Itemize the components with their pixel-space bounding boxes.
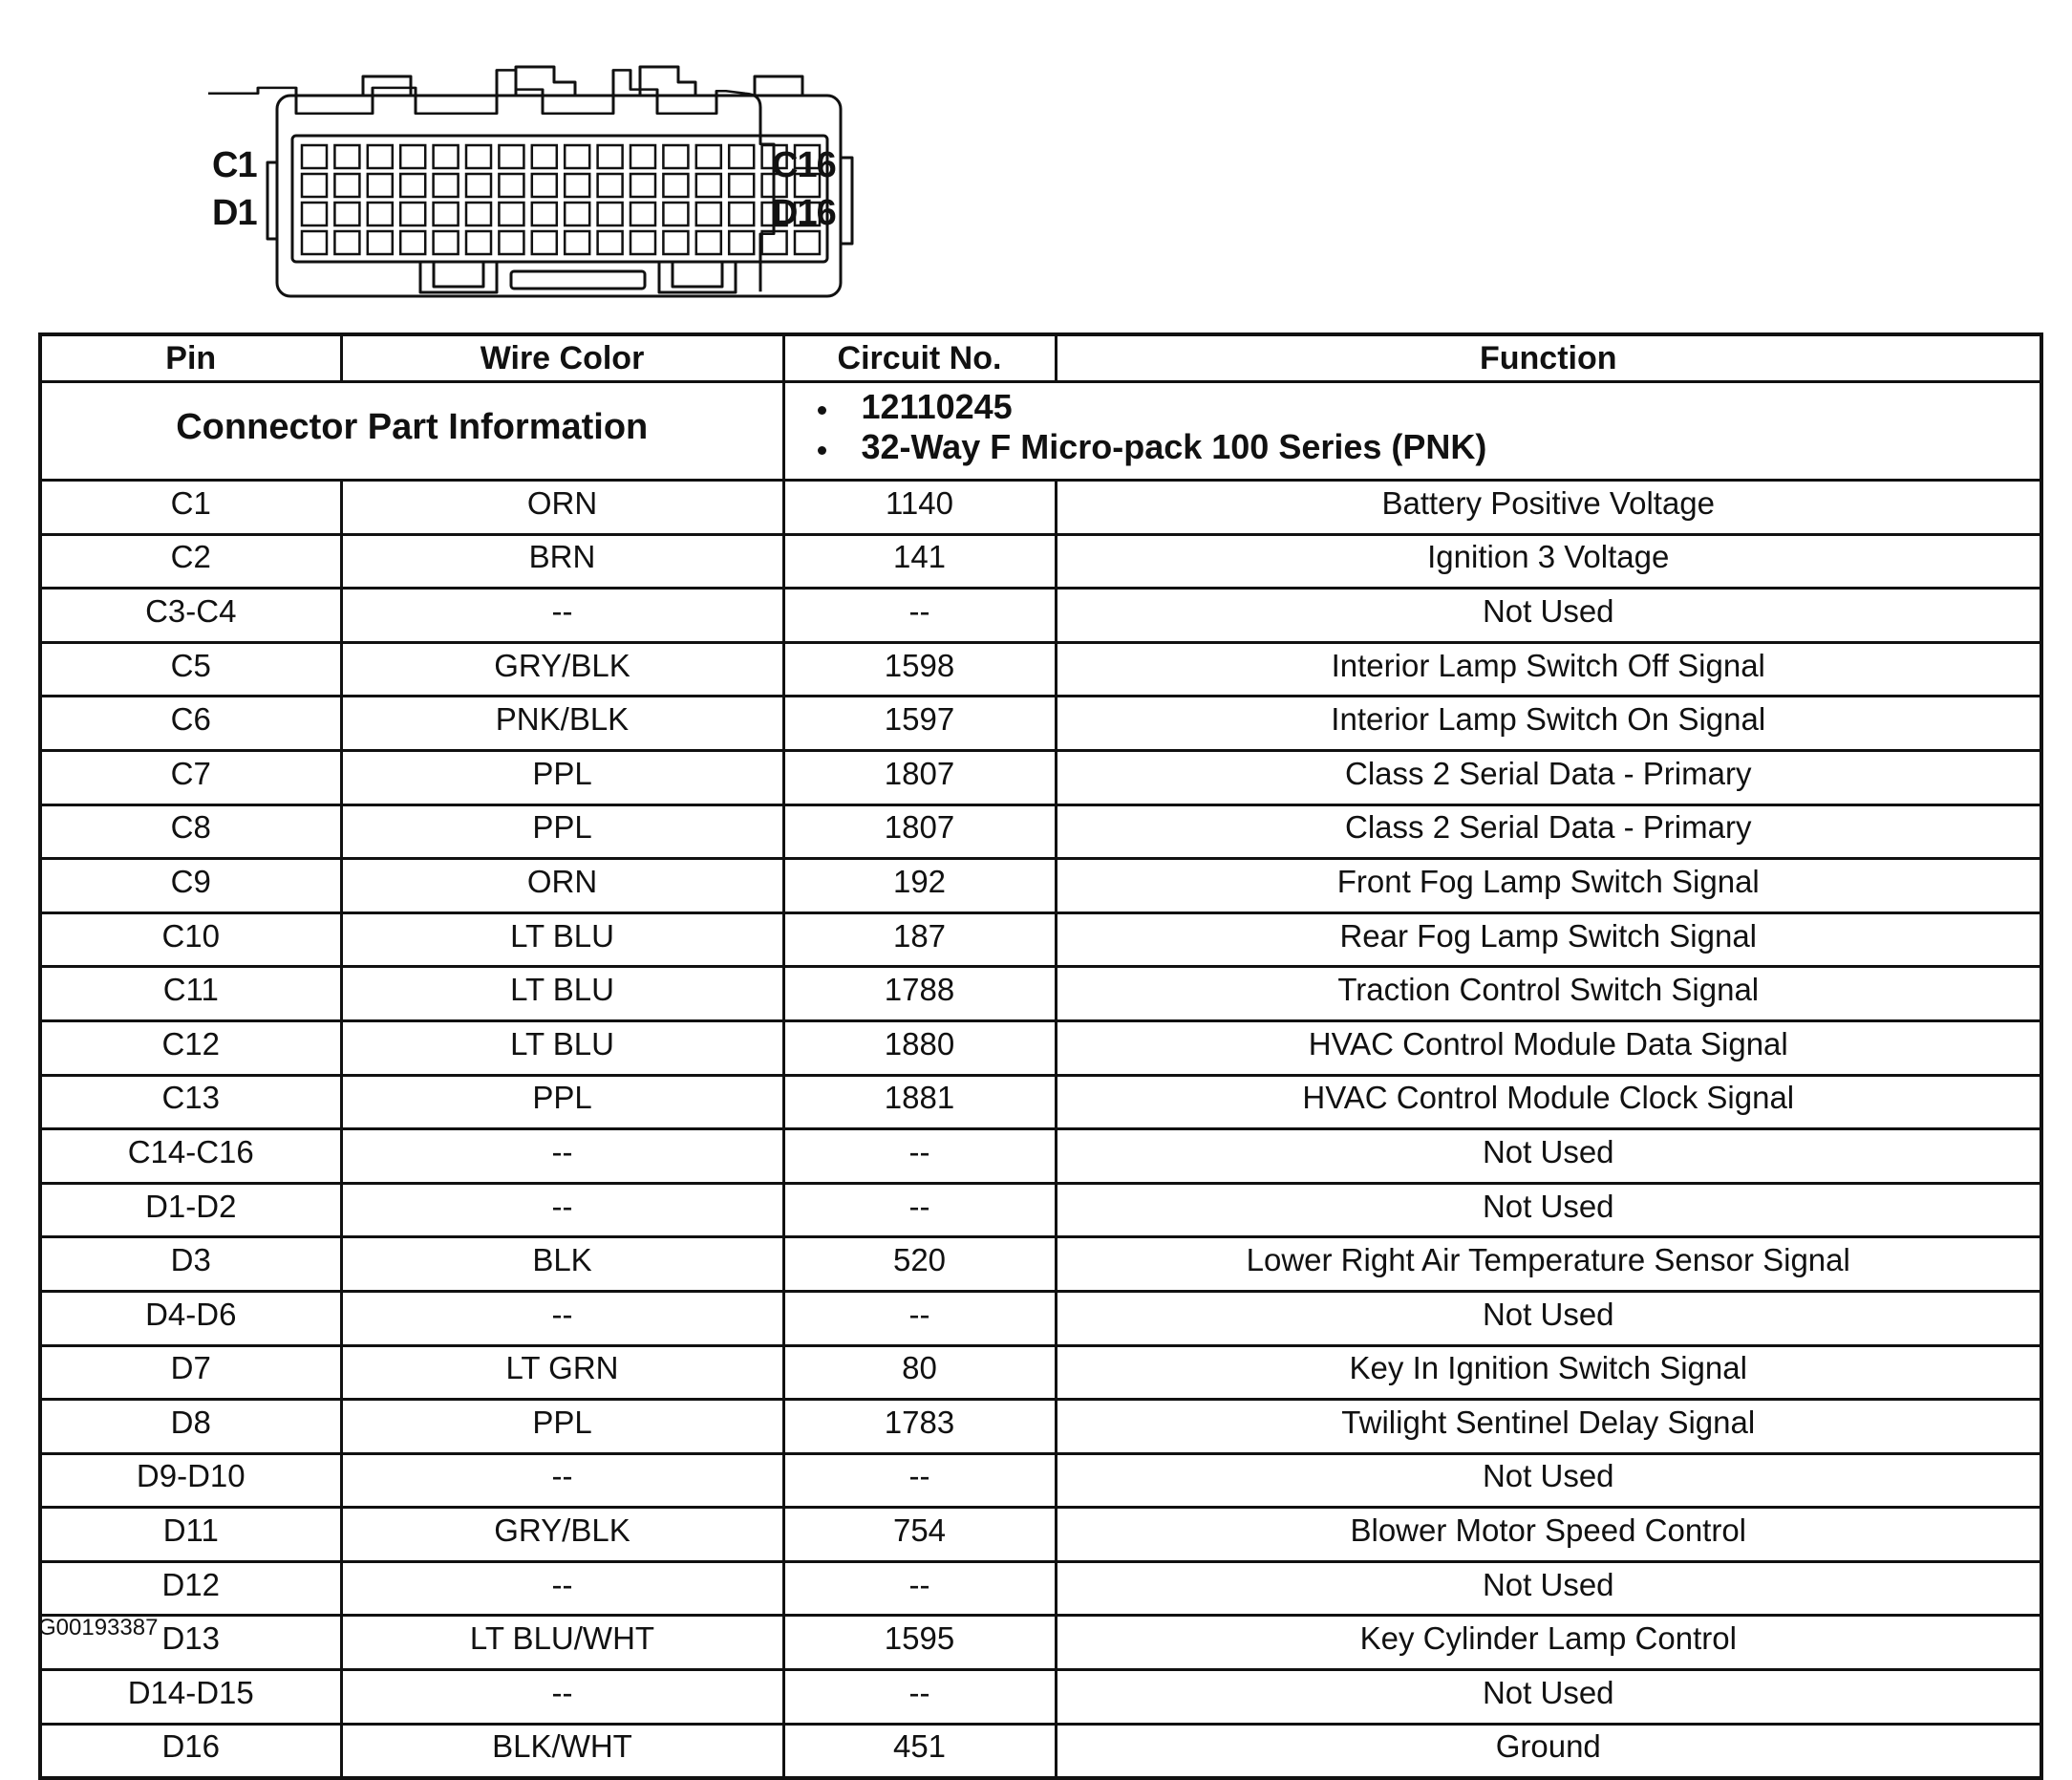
pin-cell: C1: [40, 481, 341, 535]
pin-cell: C8: [40, 804, 341, 859]
pin-cavity: [532, 231, 557, 254]
circuit-number-cell: 141: [783, 534, 1056, 589]
pin-cavity: [499, 231, 523, 254]
pin-cavity: [630, 145, 655, 168]
wire-color-cell: --: [341, 589, 783, 643]
pin-cavity: [565, 203, 589, 225]
function-cell: Ignition 3 Voltage: [1056, 534, 2041, 589]
circuit-number-cell: 192: [783, 859, 1056, 913]
pin-cell: D1-D2: [40, 1183, 341, 1237]
pin-cavity: [302, 203, 327, 225]
pin-cavity: [630, 203, 655, 225]
wire-color-cell: --: [341, 1561, 783, 1616]
pin-cell: C10: [40, 912, 341, 967]
pin-cavity: [630, 231, 655, 254]
pin-cavity: [334, 145, 359, 168]
pin-cavity: [696, 174, 721, 197]
function-cell: Key In Ignition Switch Signal: [1056, 1345, 2041, 1400]
wire-color-cell: PPL: [341, 1400, 783, 1454]
circuit-number-cell: 1880: [783, 1020, 1056, 1075]
pin-cavity: [598, 145, 623, 168]
pin-cavity: [663, 174, 688, 197]
pin-cavity: [400, 203, 425, 225]
wire-color-cell: LT BLU: [341, 912, 783, 967]
circuit-number-cell: --: [783, 589, 1056, 643]
table-row: [40, 697, 2041, 751]
circuit-number-cell: 1783: [783, 1400, 1056, 1454]
table-row: [40, 1129, 2041, 1184]
function-cell: Rear Fog Lamp Switch Signal: [1056, 912, 2041, 967]
connector-diagram: [191, 57, 879, 306]
pin-cavity: [499, 145, 523, 168]
pin-cavity: [565, 174, 589, 197]
pin-cavity: [400, 174, 425, 197]
pin-cavity: [729, 203, 754, 225]
wire-color-cell: --: [341, 1183, 783, 1237]
wire-color-cell: PPL: [341, 804, 783, 859]
pin-cavity: [663, 231, 688, 254]
circuit-number-cell: --: [783, 1453, 1056, 1508]
pin-cavity: [499, 174, 523, 197]
wire-color-cell: PPL: [341, 750, 783, 804]
circuit-number-cell: --: [783, 1291, 1056, 1345]
pin-cavity: [598, 231, 623, 254]
pin-cavity: [532, 203, 557, 225]
wire-color-cell: GRY/BLK: [341, 642, 783, 697]
pin-cavity: [565, 231, 589, 254]
wire-color-cell: LT BLU: [341, 967, 783, 1021]
wire-color-cell: --: [341, 1291, 783, 1345]
table-row: [40, 1345, 2041, 1400]
column-header-pin: Pin: [40, 334, 341, 382]
pin-cell: C7: [40, 750, 341, 804]
pin-cell: D12: [40, 1561, 341, 1616]
pin-cavity: [368, 203, 393, 225]
table-row: [40, 481, 2041, 535]
table-row: [40, 1183, 2041, 1237]
function-cell: Not Used: [1056, 1291, 2041, 1345]
pin-cavity: [434, 145, 459, 168]
pin-cavity: [466, 174, 491, 197]
function-cell: Interior Lamp Switch On Signal: [1056, 697, 2041, 751]
function-cell: Twilight Sentinel Delay Signal: [1056, 1400, 2041, 1454]
pin-cavity: [334, 203, 359, 225]
wire-color-cell: --: [341, 1453, 783, 1508]
function-cell: Battery Positive Voltage: [1056, 481, 2041, 535]
wire-color-cell: ORN: [341, 859, 783, 913]
function-cell: Not Used: [1056, 1183, 2041, 1237]
function-cell: Not Used: [1056, 1129, 2041, 1184]
pin-cavity: [302, 231, 327, 254]
figure-id: G00193387: [38, 1615, 159, 1641]
pin-cavity: [434, 231, 459, 254]
pin-cell: D14-D15: [40, 1670, 341, 1725]
wire-color-cell: PPL: [341, 1075, 783, 1129]
table-row: [40, 642, 2041, 697]
pin-cell: D8: [40, 1400, 341, 1454]
pin-cavity: [466, 203, 491, 225]
table-row: [40, 859, 2041, 913]
function-cell: Blower Motor Speed Control: [1056, 1508, 2041, 1562]
pin-cell: C11: [40, 967, 341, 1021]
function-cell: Not Used: [1056, 589, 2041, 643]
pin-cell: C6: [40, 697, 341, 751]
circuit-number-cell: 1595: [783, 1616, 1056, 1670]
connector-part-info-row: [40, 382, 2041, 481]
function-cell: Not Used: [1056, 1670, 2041, 1725]
wire-color-cell: --: [341, 1129, 783, 1184]
pin-cavity: [368, 145, 393, 168]
function-cell: Traction Control Switch Signal: [1056, 967, 2041, 1021]
connector-pinout-table: [38, 332, 2043, 1780]
function-cell: Front Fog Lamp Switch Signal: [1056, 859, 2041, 913]
function-cell: Class 2 Serial Data - Primary: [1056, 750, 2041, 804]
circuit-number-cell: 187: [783, 912, 1056, 967]
table-row: [40, 750, 2041, 804]
pin-cavity: [334, 231, 359, 254]
circuit-number-cell: 1881: [783, 1075, 1056, 1129]
pin-cell: C9: [40, 859, 341, 913]
circuit-number-cell: 1807: [783, 804, 1056, 859]
pin-cell: C14-C16: [40, 1129, 341, 1184]
circuit-number-cell: 1598: [783, 642, 1056, 697]
circuit-number-cell: 1140: [783, 481, 1056, 535]
pin-cavity: [696, 203, 721, 225]
function-cell: Class 2 Serial Data - Primary: [1056, 804, 2041, 859]
function-cell: Ground: [1056, 1724, 2041, 1778]
wire-color-cell: PNK/BLK: [341, 697, 783, 751]
pin-cell: C13: [40, 1075, 341, 1129]
part-number: 12110245: [862, 387, 2040, 427]
function-cell: Lower Right Air Temperature Sensor Signal: [1056, 1237, 2041, 1292]
circuit-number-cell: 520: [783, 1237, 1056, 1292]
circuit-number-cell: 1788: [783, 967, 1056, 1021]
column-header-circuit-no: Circuit No.: [783, 334, 1056, 382]
pin-cavity: [466, 145, 491, 168]
table-row: [40, 1075, 2041, 1129]
pin-cell: D4-D6: [40, 1291, 341, 1345]
pin-cell: D3: [40, 1237, 341, 1292]
pin-cavity: [598, 174, 623, 197]
pin-cavity: [663, 203, 688, 225]
circuit-number-cell: 451: [783, 1724, 1056, 1778]
pin-cell: C12: [40, 1020, 341, 1075]
table-row: [40, 1291, 2041, 1345]
pin-cell: C5: [40, 642, 341, 697]
function-cell: Not Used: [1056, 1453, 2041, 1508]
pin-cavity: [400, 145, 425, 168]
pin-cavity: [565, 145, 589, 168]
pin-label-d1: D1: [212, 193, 257, 233]
pin-cavity: [334, 174, 359, 197]
pin-cavity: [729, 145, 754, 168]
table-row: [40, 1400, 2041, 1454]
table-header-row: [40, 334, 2041, 382]
pin-cavity: [466, 231, 491, 254]
pin-cavity: [302, 174, 327, 197]
pin-cavity: [368, 174, 393, 197]
table-row: [40, 912, 2041, 967]
pin-cell: C3-C4: [40, 589, 341, 643]
pin-cavity: [630, 174, 655, 197]
pin-cell: D13: [40, 1616, 341, 1670]
pin-cavity: [532, 174, 557, 197]
pin-cavity: [499, 203, 523, 225]
connector-description: 32-Way F Micro-pack 100 Series (PNK): [862, 427, 2040, 467]
wire-color-cell: LT GRN: [341, 1345, 783, 1400]
wire-color-cell: GRY/BLK: [341, 1508, 783, 1562]
pin-cavity: [598, 203, 623, 225]
pin-rows: [40, 481, 2041, 1779]
table-row: [40, 1724, 2041, 1778]
function-cell: HVAC Control Module Clock Signal: [1056, 1075, 2041, 1129]
table-row: [40, 1561, 2041, 1616]
circuit-number-cell: --: [783, 1561, 1056, 1616]
wire-color-cell: BLK: [341, 1237, 783, 1292]
pin-label-d16: D16: [772, 193, 836, 233]
circuit-number-cell: 1807: [783, 750, 1056, 804]
pin-cell: C2: [40, 534, 341, 589]
pin-cell: D7: [40, 1345, 341, 1400]
circuit-number-cell: 1597: [783, 697, 1056, 751]
column-header-wire-color: Wire Color: [341, 334, 783, 382]
pin-cavity: [696, 145, 721, 168]
connector-part-info-title: Connector Part Information: [40, 382, 783, 481]
table-row: [40, 1508, 2041, 1562]
wire-color-cell: LT BLU/WHT: [341, 1616, 783, 1670]
function-cell: Key Cylinder Lamp Control: [1056, 1616, 2041, 1670]
circuit-number-cell: --: [783, 1183, 1056, 1237]
pin-cavity: [663, 145, 688, 168]
circuit-number-cell: --: [783, 1670, 1056, 1725]
pin-cavity: [434, 203, 459, 225]
table-row: [40, 1237, 2041, 1292]
table-row: [40, 1020, 2041, 1075]
circuit-number-cell: --: [783, 1129, 1056, 1184]
pin-cell: D11: [40, 1508, 341, 1562]
table-row: [40, 804, 2041, 859]
wire-color-cell: ORN: [341, 481, 783, 535]
pin-label-c1: C1: [212, 145, 257, 185]
table-row: [40, 1453, 2041, 1508]
column-header-function: Function: [1056, 334, 2041, 382]
pin-cavity: [532, 145, 557, 168]
pin-label-c16: C16: [772, 145, 836, 185]
table-row: [40, 967, 2041, 1021]
pin-cell: D9-D10: [40, 1453, 341, 1508]
pin-cavity: [368, 231, 393, 254]
pin-cavity: [729, 174, 754, 197]
wire-color-cell: --: [341, 1670, 783, 1725]
function-cell: HVAC Control Module Data Signal: [1056, 1020, 2041, 1075]
connector-pinout-table-wrapper: [38, 332, 2040, 1780]
circuit-number-cell: 80: [783, 1345, 1056, 1400]
table-row: [40, 1616, 2041, 1670]
wire-color-cell: LT BLU: [341, 1020, 783, 1075]
function-cell: Interior Lamp Switch Off Signal: [1056, 642, 2041, 697]
pin-cavity: [696, 231, 721, 254]
pin-cavity: [729, 231, 754, 254]
pin-cavity: [795, 231, 820, 254]
pin-cell: D16: [40, 1724, 341, 1778]
circuit-number-cell: 754: [783, 1508, 1056, 1562]
wire-color-cell: BLK/WHT: [341, 1724, 783, 1778]
table-row: [40, 589, 2041, 643]
connector-part-info-list: [783, 382, 2041, 481]
pin-cavity: [400, 231, 425, 254]
pin-cavity: [302, 145, 327, 168]
function-cell: Not Used: [1056, 1561, 2041, 1616]
pin-cavity: [434, 174, 459, 197]
table-row: [40, 1670, 2041, 1725]
table-row: [40, 534, 2041, 589]
wire-color-cell: BRN: [341, 534, 783, 589]
